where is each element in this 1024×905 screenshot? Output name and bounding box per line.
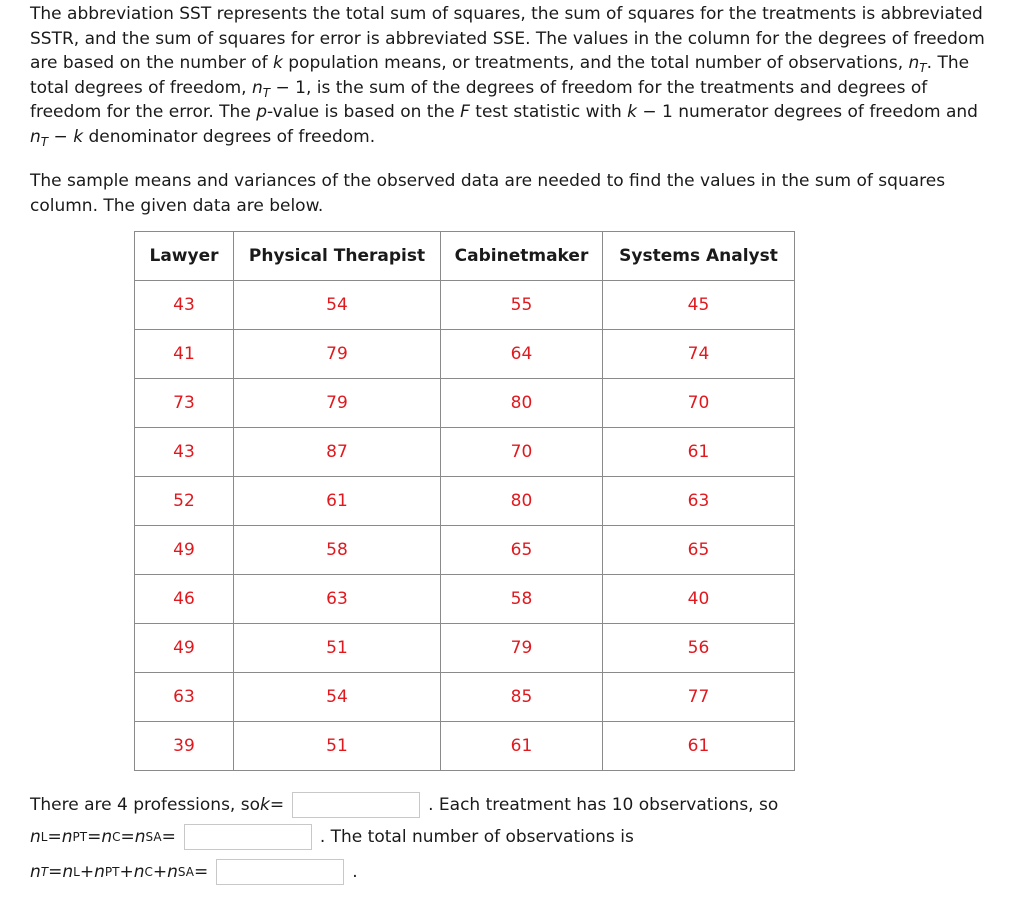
- table-cell: 77: [603, 673, 795, 722]
- table-cell: 55: [441, 281, 603, 330]
- table-cell: 63: [234, 575, 441, 624]
- table-cell: 73: [135, 379, 234, 428]
- table-cell: 40: [603, 575, 795, 624]
- observations-table: [134, 231, 795, 771]
- table-cell: 56: [603, 624, 795, 673]
- problem-text: [30, 2, 1000, 218]
- table-cell: 51: [234, 624, 441, 673]
- table-cell: 49: [135, 624, 234, 673]
- table-cell: 85: [441, 673, 603, 722]
- header-physical-therapist: Physical Therapist: [234, 232, 441, 281]
- table-row: [135, 477, 795, 526]
- table-header-row: [135, 232, 795, 281]
- n-each-answer-input[interactable]: [184, 824, 312, 850]
- table-cell: 64: [441, 330, 603, 379]
- table-cell: 54: [234, 281, 441, 330]
- table-cell: 45: [603, 281, 795, 330]
- table-cell: 74: [603, 330, 795, 379]
- table-cell: 70: [441, 428, 603, 477]
- table-cell: 63: [135, 673, 234, 722]
- table-row: [135, 575, 795, 624]
- table-cell: 58: [441, 575, 603, 624]
- table-row: [135, 526, 795, 575]
- table-cell: 43: [135, 281, 234, 330]
- table-cell: 61: [234, 477, 441, 526]
- table-cell: 39: [135, 722, 234, 771]
- table-cell: 41: [135, 330, 234, 379]
- table-row: [135, 281, 795, 330]
- table-cell: 58: [234, 526, 441, 575]
- table-cell: 65: [603, 526, 795, 575]
- table-cell: 63: [603, 477, 795, 526]
- table-cell: 51: [234, 722, 441, 771]
- table-row: [135, 428, 795, 477]
- k-answer-input[interactable]: [292, 792, 420, 818]
- table-cell: 46: [135, 575, 234, 624]
- table-cell: 49: [135, 526, 234, 575]
- table-cell: 80: [441, 477, 603, 526]
- data-intro-paragraph: The sample means and variances of the observed data are needed to find the values in the sum of squares column. The given data are below.: [30, 171, 946, 216]
- table-cell: 61: [441, 722, 603, 771]
- header-lawyer: Lawyer: [135, 232, 234, 281]
- header-cabinetmaker: Cabinetmaker: [441, 232, 603, 281]
- table-cell: 79: [234, 330, 441, 379]
- table-cell: 61: [603, 722, 795, 771]
- table-cell: 79: [441, 624, 603, 673]
- table-row: [135, 673, 795, 722]
- question-line-k: There are 4 professions, so k = . Each treatment has 10 observations, so: [30, 792, 778, 818]
- table-row: [135, 330, 795, 379]
- intro-paragraph: The abbreviation SST represents the total sum of squares, the sum of squares for the treatments is abbreviated SSTR, and the sum of squares for error is abbreviated SSE. The values in the column for the degrees of freedom are based on the number of k population means, or treatments, and the total number of observations, $n_T$. The total degrees of freedom, $n_T - 1$, is the sum of the degrees of freedom for the treatments and degrees of freedom for the error. The p-value is based on the F test statistic with k − 1 numerator degrees of freedom and $n_T - k$ denominator degrees of freedom.: [30, 4, 985, 149]
- table-cell: 79: [234, 379, 441, 428]
- n-total-answer-input[interactable]: [216, 859, 344, 885]
- question-line-n-total: n T = n L + n PT + n C + n SA = .: [30, 859, 358, 885]
- table-cell: 87: [234, 428, 441, 477]
- header-systems-analyst: Systems Analyst: [603, 232, 795, 281]
- table-cell: 65: [441, 526, 603, 575]
- table-cell: 52: [135, 477, 234, 526]
- table-row: [135, 722, 795, 771]
- table-cell: 70: [603, 379, 795, 428]
- table-row: [135, 379, 795, 428]
- table-cell: 43: [135, 428, 234, 477]
- question-line-n-each: n L = n PT = n C = n SA = . The total number of observations is: [30, 824, 634, 850]
- table-cell: 61: [603, 428, 795, 477]
- table-cell: 54: [234, 673, 441, 722]
- table-row: [135, 624, 795, 673]
- table-cell: 80: [441, 379, 603, 428]
